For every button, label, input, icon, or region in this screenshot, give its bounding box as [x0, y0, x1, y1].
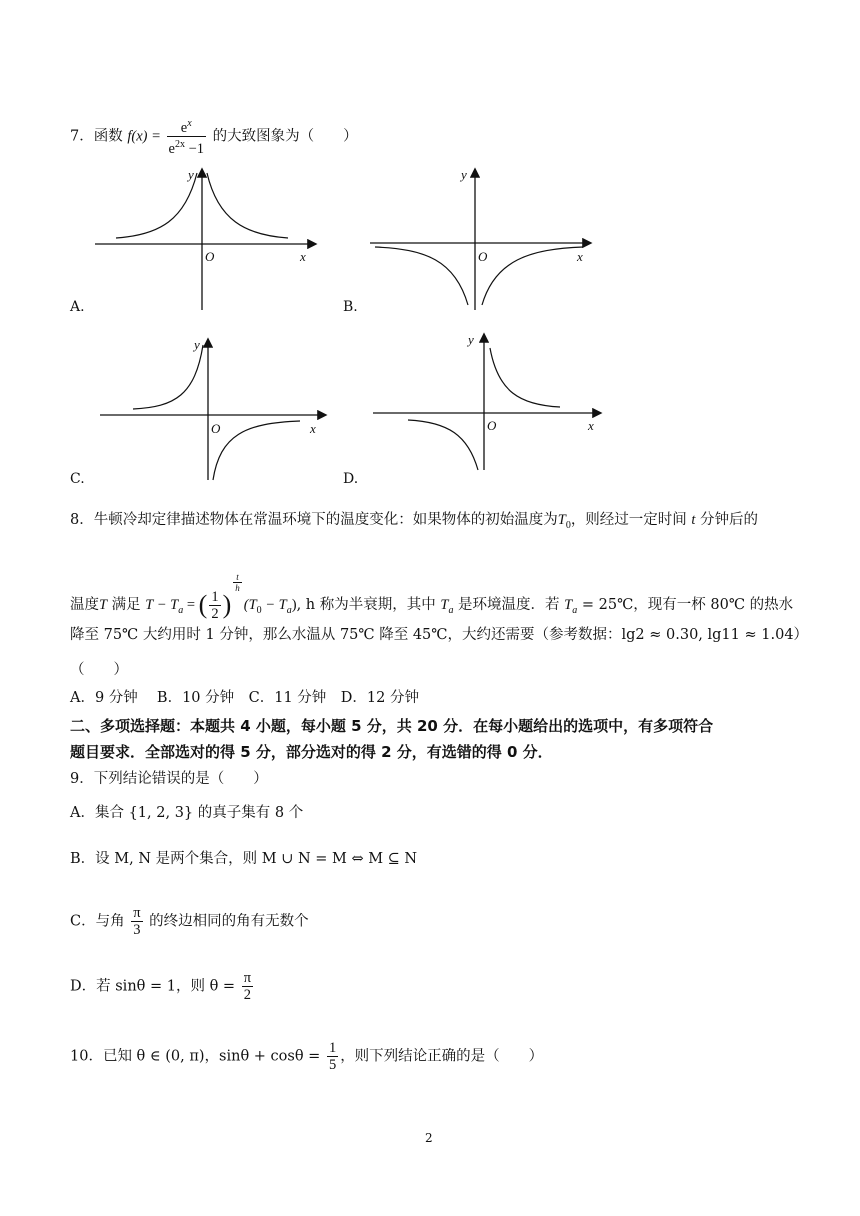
graph-c-origin-label: O [211, 421, 221, 436]
q10-stem: 10．已知 θ ∈ (0, π)，sinθ + cosθ = $\frac{1}{5}$ ，则下列结论正确的是（ ） [70, 1040, 544, 1073]
graph-c-y-label: y [194, 337, 200, 352]
graph-d-option: D. [343, 471, 359, 487]
section2-heading-line2: 题目要求．全部选对的得 5 分，部分选对的得 2 分，有选错的得 0 分． [70, 743, 553, 761]
graph-a [90, 165, 340, 315]
q9-option-b: B．设 M, N 是两个集合，则 M ∪ N = M ⇔ M ⊆ N [70, 851, 418, 867]
q7-fraction: $\frac{e^x}{e^{2x} -1}$ [168, 118, 204, 157]
graph-c-option: C. [70, 471, 85, 487]
q9-stem: 9．下列结论错误的是（ ） [70, 771, 268, 787]
graph-a-origin-label: O [205, 249, 215, 264]
q9-option-a: A．集合 {1, 2, 3} 的真子集有 8 个 [70, 805, 304, 821]
page-number: 2 [425, 1131, 433, 1145]
q8-line1: 8．牛顿冷却定律描述物体在常温环境下的温度变化：如果物体的初始温度为$T_0$，则经过一定时间 t 分钟后的 [70, 512, 759, 531]
q8-options: A．9 分钟 B．10 分钟 C．11 分钟 D．12 分钟 [70, 690, 419, 706]
graph-b-y-label: y [461, 167, 467, 182]
q9-option-c: C．与角 $\frac{\pi}{3}$ 的终边相同的角有无数个 [70, 905, 309, 938]
graph-c [95, 335, 345, 485]
q8-line2: 温度T 满足 $T - T_a$ = ( $\frac{1}{2}$ ) $\frac{t}{h}$ $(T_0 - T_a)$, h 称为半衰期，其中 $T_a$ 是环境温度．若 $T_a$ = 25℃，现有一杯 80℃ 的热水 [70, 572, 794, 622]
graph-a-y-label: y [188, 167, 194, 182]
q7-stem: 7．函数 f(x) = $\frac{e^x}{e^{2x} -1}$ 的大致图象为（ ） [70, 118, 358, 157]
graph-d [368, 330, 628, 480]
q8-answer-paren: （ ） [70, 662, 128, 678]
graph-b-option: B. [343, 299, 358, 315]
graph-d-x-label: x [588, 418, 594, 433]
q8-line3: 降至 75℃ 大约用时 1 分钟，那么水温从 75℃ 降至 45℃，大约还需要（参考数据：lg2 ≈ 0.30, lg11 ≈ 1.04） [70, 627, 809, 643]
graph-a-option: A. [70, 299, 85, 315]
graph-d-origin-label: O [487, 418, 497, 433]
graph-d-y-label: y [468, 332, 474, 347]
graph-a-x-label: x [300, 249, 306, 264]
graph-b-origin-label: O [478, 249, 488, 264]
section2-heading-line1: 二、多项选择题：本题共 4 小题，每小题 5 分，共 20 分．在每小题给出的选项中，有多项符合 [70, 717, 714, 735]
q9-option-d: D．若 sinθ = 1，则 θ = $\frac{\pi}{2}$ [70, 970, 252, 1003]
graph-b-x-label: x [577, 249, 583, 264]
graph-c-x-label: x [310, 421, 316, 436]
graph-b [365, 165, 625, 315]
